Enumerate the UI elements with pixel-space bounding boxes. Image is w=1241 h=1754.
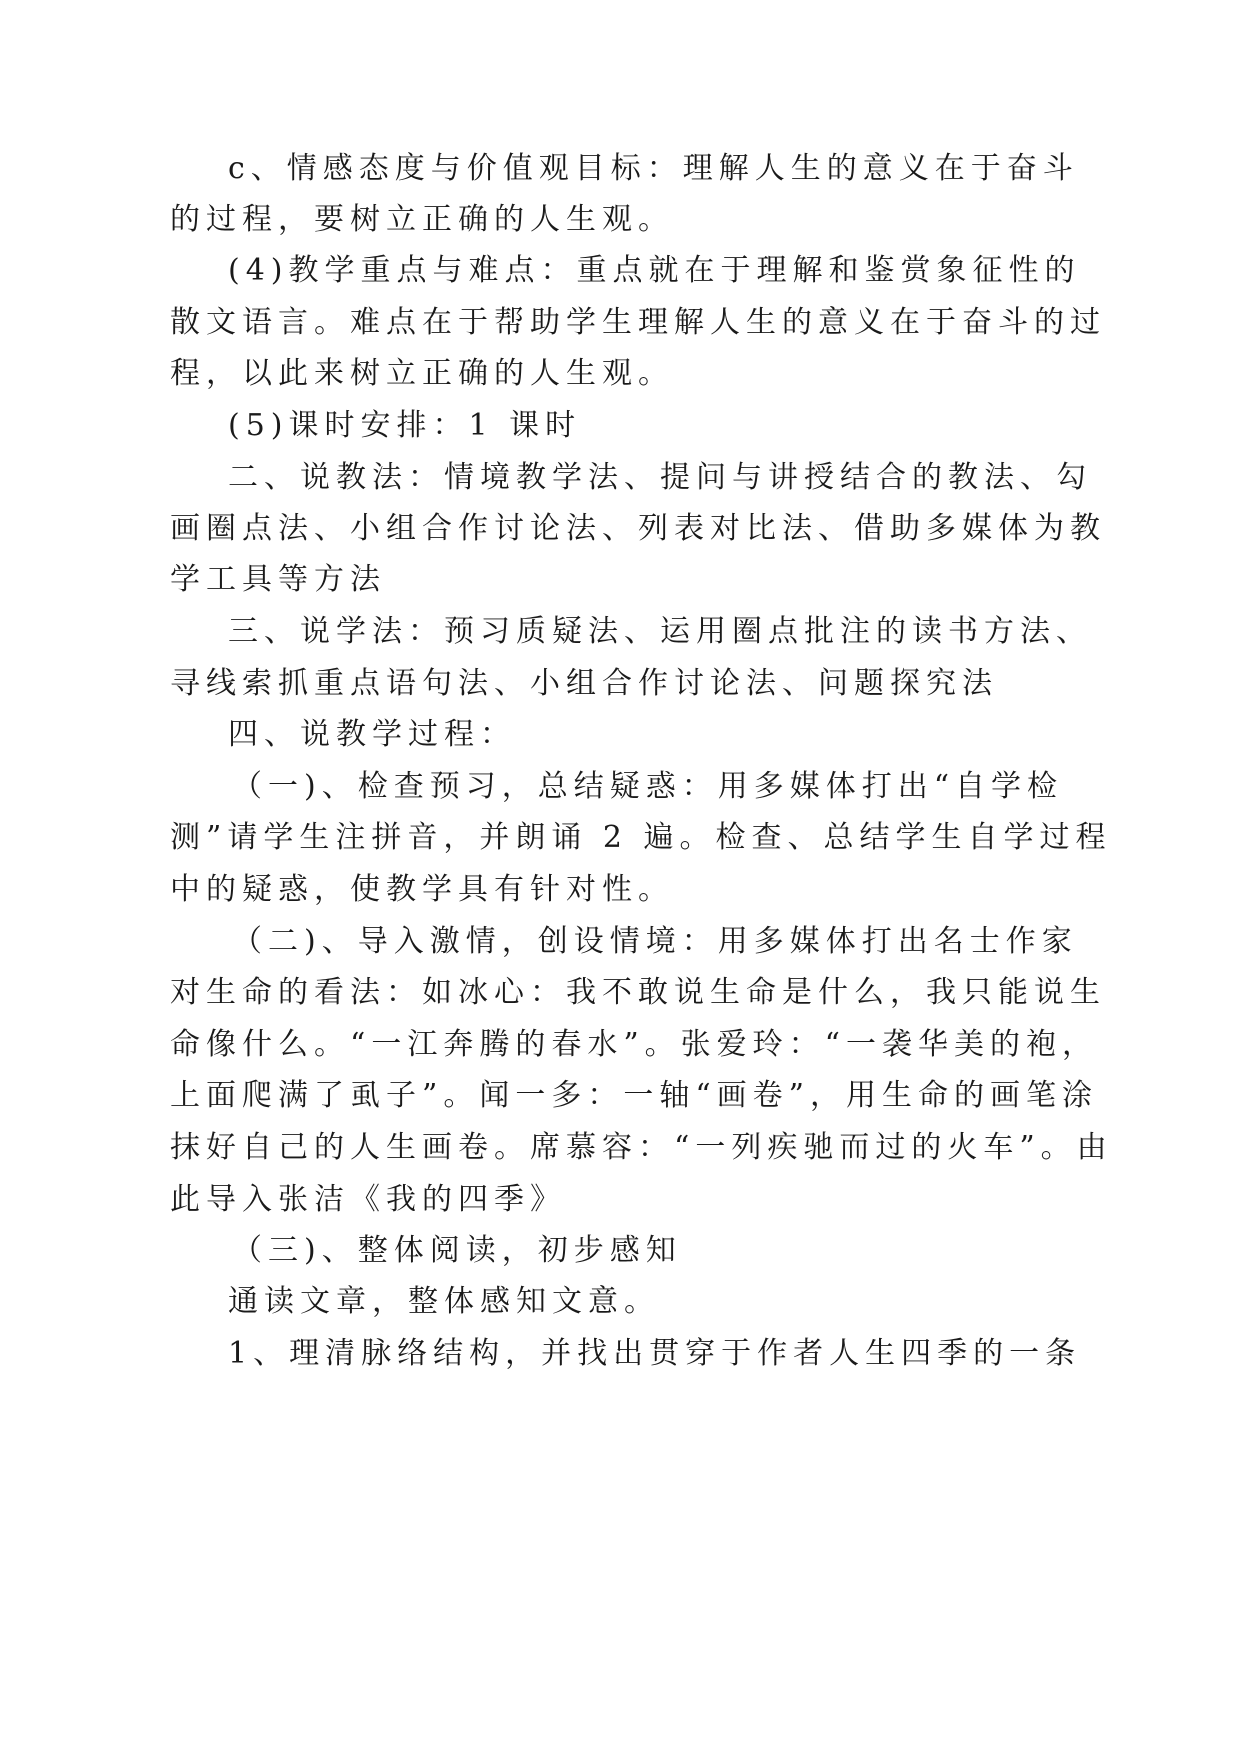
text-line: 散文语言。难点在于帮助学生理解人生的意义在于奋斗的过 xyxy=(170,305,1106,340)
text-line: （一)、检查预习，总结疑惑：用多媒体打出“自学检 xyxy=(232,769,1064,804)
text-line: 测”请学生注拼音，并朗诵 2 遍。检查、总结学生自学过程 xyxy=(170,820,1112,855)
text-line: 画圈点法、小组合作讨论法、列表对比法、借助多媒体为教 xyxy=(170,511,1106,546)
text-line: 此导入张洁《我的四季》 xyxy=(170,1182,566,1217)
text-line: 寻线索抓重点语句法、小组合作讨论法、问题探究法 xyxy=(170,666,998,701)
text-line: 1、理清脉络结构，并找出贯穿于作者人生四季的一条 xyxy=(228,1336,1082,1371)
text-line: 学工具等方法 xyxy=(170,562,386,597)
text-line: 抹好自己的人生画卷。席慕容：“一列疾驰而过的火车”。由 xyxy=(170,1130,1113,1165)
text-line: 上面爬满了虱子”。闻一多：一轴“画卷”，用生命的画笔涂 xyxy=(170,1078,1099,1113)
text-line: (5)课时安排：1 课时 xyxy=(228,408,582,443)
text-line: (4)教学重点与难点：重点就在于理解和鉴赏象征性的 xyxy=(228,253,1081,288)
text-line: 三、说学法：预习质疑法、运用圈点批注的读书方法、 xyxy=(228,614,1092,649)
text-line: 对生命的看法：如冰心：我不敢说生命是什么，我只能说生 xyxy=(170,975,1106,1010)
text-line: 中的疑惑，使教学具有针对性。 xyxy=(170,872,674,907)
text-line: 命像什么。“一江奔腾的春水”。张爱玲：“一袭华美的袍， xyxy=(170,1027,1099,1062)
text-line: 程，以此来树立正确的人生观。 xyxy=(170,356,674,391)
text-line: 的过程，要树立正确的人生观。 xyxy=(170,202,674,237)
text-line: （三)、整体阅读，初步感知 xyxy=(232,1233,682,1268)
text-line: c、情感态度与价值观目标：理解人生的意义在于奋斗 xyxy=(228,151,1079,186)
text-line: 通读文章，整体感知文意。 xyxy=(228,1284,660,1319)
text-line: 四、说教学过程： xyxy=(228,717,516,752)
text-line: 二、说教法：情境教学法、提问与讲授结合的教法、勾 xyxy=(228,460,1092,495)
text-line: （二)、导入激情，创设情境：用多媒体打出名士作家 xyxy=(232,924,1078,959)
